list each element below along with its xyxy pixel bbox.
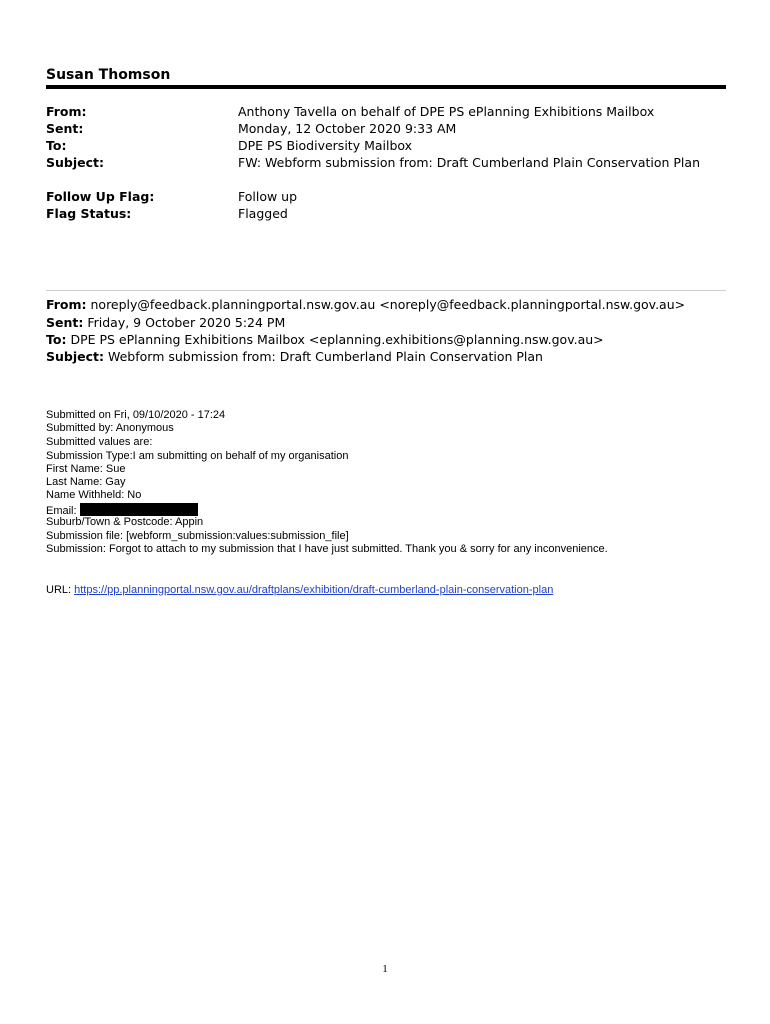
forward-divider xyxy=(46,290,726,291)
header-subject-value: FW: Webform submission from: Draft Cumberland Plain Conservation Plan xyxy=(238,155,700,170)
email-label: Email: xyxy=(46,505,77,517)
submission-type: Submission Type:I am submitting on behalf of my organisation xyxy=(46,450,349,462)
forwarded-from xyxy=(46,297,685,312)
submitted-by: Submitted by: Anonymous xyxy=(46,422,174,434)
forwarded-subject-value: Webform submission from: Draft Cumberland Plain Conservation Plan xyxy=(107,349,543,364)
header-subject-label: Subject: xyxy=(46,155,104,170)
submission-file: Submission file: [webform_submission:values:submission_file] xyxy=(46,530,349,542)
header-sent-value: Monday, 12 October 2020 9:33 AM xyxy=(238,121,457,136)
header-from-label: From: xyxy=(46,104,87,119)
sender-name: Susan Thomson xyxy=(46,67,171,83)
email-redaction xyxy=(80,503,198,516)
suburb: Suburb/Town & Postcode: Appin xyxy=(46,516,204,528)
url-link[interactable]: https://pp.planningportal.nsw.gov.au/draftplans/exhibition/draft-cumberland-plain-conservation-plan xyxy=(74,584,554,596)
forwarded-sent-value: Friday, 9 October 2020 5:24 PM xyxy=(87,315,286,330)
forwarded-to-value: DPE PS ePlanning Exhibitions Mailbox <eplanning.exhibitions@planning.nsw.gov.au> xyxy=(70,332,604,347)
forwarded-sent xyxy=(46,315,285,330)
url-row xyxy=(46,584,553,596)
forwarded-from-label: From: xyxy=(46,297,87,312)
forwarded-to-label: To: xyxy=(46,332,67,347)
page-number: 1 xyxy=(382,963,388,975)
forwarded-subject xyxy=(46,349,543,364)
forwarded-sent-label: Sent: xyxy=(46,315,84,330)
forwarded-from-value: noreply@feedback.planningportal.nsw.gov.au <noreply@feedback.planningportal.nsw.gov.au> xyxy=(90,297,686,312)
last-name: Last Name: Gay xyxy=(46,476,126,488)
header-divider xyxy=(46,85,726,89)
first-name: First Name: Sue xyxy=(46,463,126,475)
header-from-value: Anthony Tavella on behalf of DPE PS ePlanning Exhibitions Mailbox xyxy=(238,104,655,119)
email-row xyxy=(46,503,198,517)
flag-followup-value: Follow up xyxy=(238,189,298,204)
values-intro: Submitted values are: xyxy=(46,436,153,448)
flag-status-label: Flag Status: xyxy=(46,206,132,221)
header-sent-label: Sent: xyxy=(46,121,84,136)
flag-status-value: Flagged xyxy=(238,206,288,221)
url-label: URL: xyxy=(46,584,72,596)
forwarded-subject-label: Subject: xyxy=(46,349,104,364)
name-withheld: Name Withheld: No xyxy=(46,489,142,501)
forwarded-to xyxy=(46,332,604,347)
header-to-label: To: xyxy=(46,138,67,153)
flag-followup-label: Follow Up Flag: xyxy=(46,189,155,204)
submission-text: Submission: Forgot to attach to my submission that I have just submitted. Thank you & sorry for any inconvenience. xyxy=(46,543,608,555)
header-to-value: DPE PS Biodiversity Mailbox xyxy=(238,138,413,153)
submitted-on: Submitted on Fri, 09/10/2020 - 17:24 xyxy=(46,409,226,421)
